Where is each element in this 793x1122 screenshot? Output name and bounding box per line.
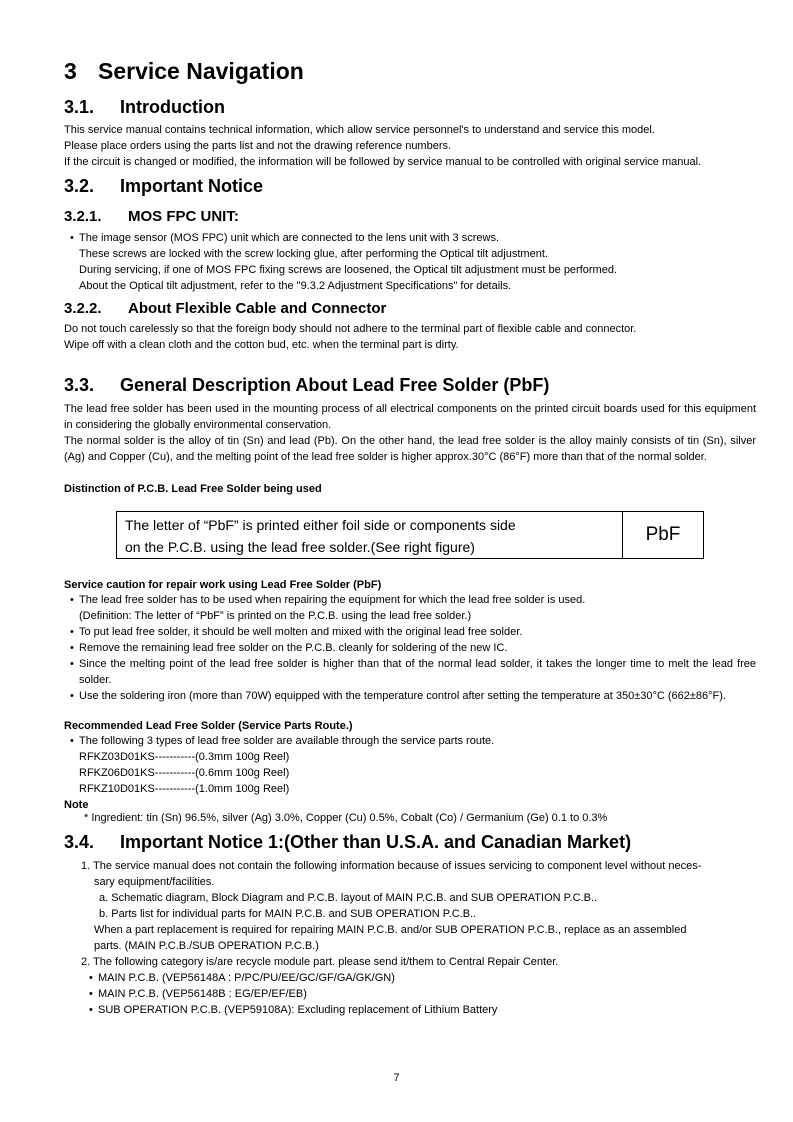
note-text: * Ingredient: tin (Sn) 96.5%, silver (Ag) 3.0%, Copper (Cu) 0.5%, Cobalt (Co) / Germanium (Ge) 0.1 to 0.3% xyxy=(84,812,608,824)
note-label: Note xyxy=(64,799,89,811)
intro-line: Please place orders using the parts list and not the drawing reference numbers. xyxy=(64,140,452,152)
notice-subitem: a. Schematic diagram, Block Diagram and P.C.B. layout of MAIN P.C.B. and SUB OPERATION P.C.B.. xyxy=(99,892,598,904)
bullet: • xyxy=(70,735,74,747)
bullet: • xyxy=(70,658,74,670)
distinction-heading: Distinction of P.C.B. Lead Free Solder being used xyxy=(64,483,322,495)
flex-cable-line: Do not touch carelessly so that the foreign body should not adhere to the terminal part of flexible cable and connector. xyxy=(64,323,637,335)
pbf-box-text xyxy=(117,512,623,558)
recycle-part-item: SUB OPERATION P.C.B. (VEP59108A): Excluding replacement of Lithium Battery xyxy=(98,1004,498,1016)
page-title: 3 Service Navigation xyxy=(64,58,304,84)
pbf-info-box xyxy=(116,511,704,559)
section-heading-important-notice: 3.2. Important Notice xyxy=(64,176,264,196)
solder-part-item: RFKZ03D01KS-----------(0.3mm 100g Reel) xyxy=(79,751,290,763)
caution-item-definition: (Definition: The letter of “PbF” is printed on the P.C.B. using the lead free solder.) xyxy=(79,610,472,622)
solder-part-item: RFKZ10D01KS-----------(1.0mm 100g Reel) xyxy=(79,783,290,795)
pbf-mark: PbF xyxy=(645,524,681,545)
pbf-box-line: The letter of “PbF” is printed either foil side or components side xyxy=(125,517,516,533)
recommended-intro: The following 3 types of lead free solder are available through the service parts route. xyxy=(79,735,495,747)
caution-item: The lead free solder has to be used when repairing the equipment for which the lead free solder is used. xyxy=(79,594,586,606)
notice-item: When a part replacement is required for repairing MAIN P.C.B. and/or SUB OPERATION P.C.B., replace as an assembled xyxy=(94,924,687,936)
caution-item: Use the soldering iron (more than 70W) equipped with the temperature control after setting the temperature at 350±30°C (662±86°F). xyxy=(79,690,726,702)
mos-fpc-line: The image sensor (MOS FPC) unit which are connected to the lens unit with 3 screws. xyxy=(79,232,500,244)
bullet: • xyxy=(70,594,74,606)
recommended-solder-heading: Recommended Lead Free Solder (Service Parts Route.) xyxy=(64,720,353,732)
notice-item: sary equipment/facilities. xyxy=(94,876,215,888)
pbf-paragraph-1: The lead free solder has been used in the mounting process of all electrical components on the printed circuit boards used for this equipment in considering the globally environmental conservation. xyxy=(64,403,756,431)
caution-item: Remove the remaining lead free solder on the P.C.B. cleanly for soldering of the new IC. xyxy=(79,642,508,654)
mos-fpc-line: About the Optical tilt adjustment, refer to the "9.3.2 Adjustment Specifications" for details. xyxy=(79,280,512,292)
page-number: 7 xyxy=(393,1072,400,1084)
caution-item: To put lead free solder, it should be well molten and mixed with the original lead free solder. xyxy=(79,626,523,638)
flex-cable-line: Wipe off with a clean cloth and the cotton bud, etc. when the terminal part is dirty. xyxy=(64,339,459,351)
bullet: • xyxy=(70,232,74,244)
bullet: • xyxy=(89,1004,93,1016)
notice-item: parts. (MAIN P.C.B./SUB OPERATION P.C.B.) xyxy=(94,940,319,952)
notice-item: 2. The following category is/are recycle module part. please send it/them to Central Repair Center. xyxy=(81,956,559,968)
pbf-paragraph-2: The normal solder is the alloy of tin (Sn) and lead (Pb). On the other hand, the lead free solder is the alloy mainly consists of tin (Sn), silver (Ag) and Copper (Cu), and the melting point of the lead free solder is higher approx.30°C (86°F) more than that of the normal solder. xyxy=(64,435,756,463)
subsection-heading-flexible-cable: 3.2.2. About Flexible Cable and Connector xyxy=(64,300,387,317)
recycle-part-item: MAIN P.C.B. (VEP56148B : EG/EP/EF/EB) xyxy=(98,988,307,1000)
bullet: • xyxy=(89,988,93,1000)
recycle-part-item: MAIN P.C.B. (VEP56148A : P/PC/PU/EE/GC/GF/GA/GK/GN) xyxy=(98,972,395,984)
section-heading-important-notice-1: 3.4. Important Notice 1:(Other than U.S.A. and Canadian Market) xyxy=(64,832,632,852)
mos-fpc-line: During servicing, if one of MOS FPC fixing screws are loosened, the Optical tilt adjustment must be performed. xyxy=(79,264,618,276)
pbf-box-line: on the P.C.B. using the lead free solder.(See right figure) xyxy=(125,539,475,555)
section-heading-introduction: 3.1. Introduction xyxy=(64,97,225,117)
subsection-heading-mos-fpc: 3.2.1. MOS FPC UNIT: xyxy=(64,208,239,225)
bullet: • xyxy=(70,690,74,702)
caution-item: Since the melting point of the lead free solder is higher than that of the normal lead solder, it takes the longer time to melt the lead free solder. xyxy=(79,658,756,686)
bullet: • xyxy=(70,626,74,638)
section-heading-lead-free-solder: 3.3. General Description About Lead Free Solder (PbF) xyxy=(64,375,550,395)
notice-item: 1. The service manual does not contain the following information because of issues servicing to component level without neces- xyxy=(81,860,702,872)
bullet: • xyxy=(70,642,74,654)
mos-fpc-line: These screws are locked with the screw locking glue, after performing the Optical tilt adjustment. xyxy=(79,248,548,260)
intro-line: This service manual contains technical information, which allow service personnel's to understand and service this model. xyxy=(64,124,655,136)
bullet: • xyxy=(89,972,93,984)
intro-line: If the circuit is changed or modified, the information will be followed by service manual to be controlled with original service manual. xyxy=(64,156,702,168)
notice-subitem: b. Parts list for individual parts for MAIN P.C.B. and SUB OPERATION P.C.B.. xyxy=(99,908,477,920)
solder-part-item: RFKZ06D01KS-----------(0.6mm 100g Reel) xyxy=(79,767,290,779)
service-caution-heading: Service caution for repair work using Lead Free Solder (PbF) xyxy=(64,579,382,591)
